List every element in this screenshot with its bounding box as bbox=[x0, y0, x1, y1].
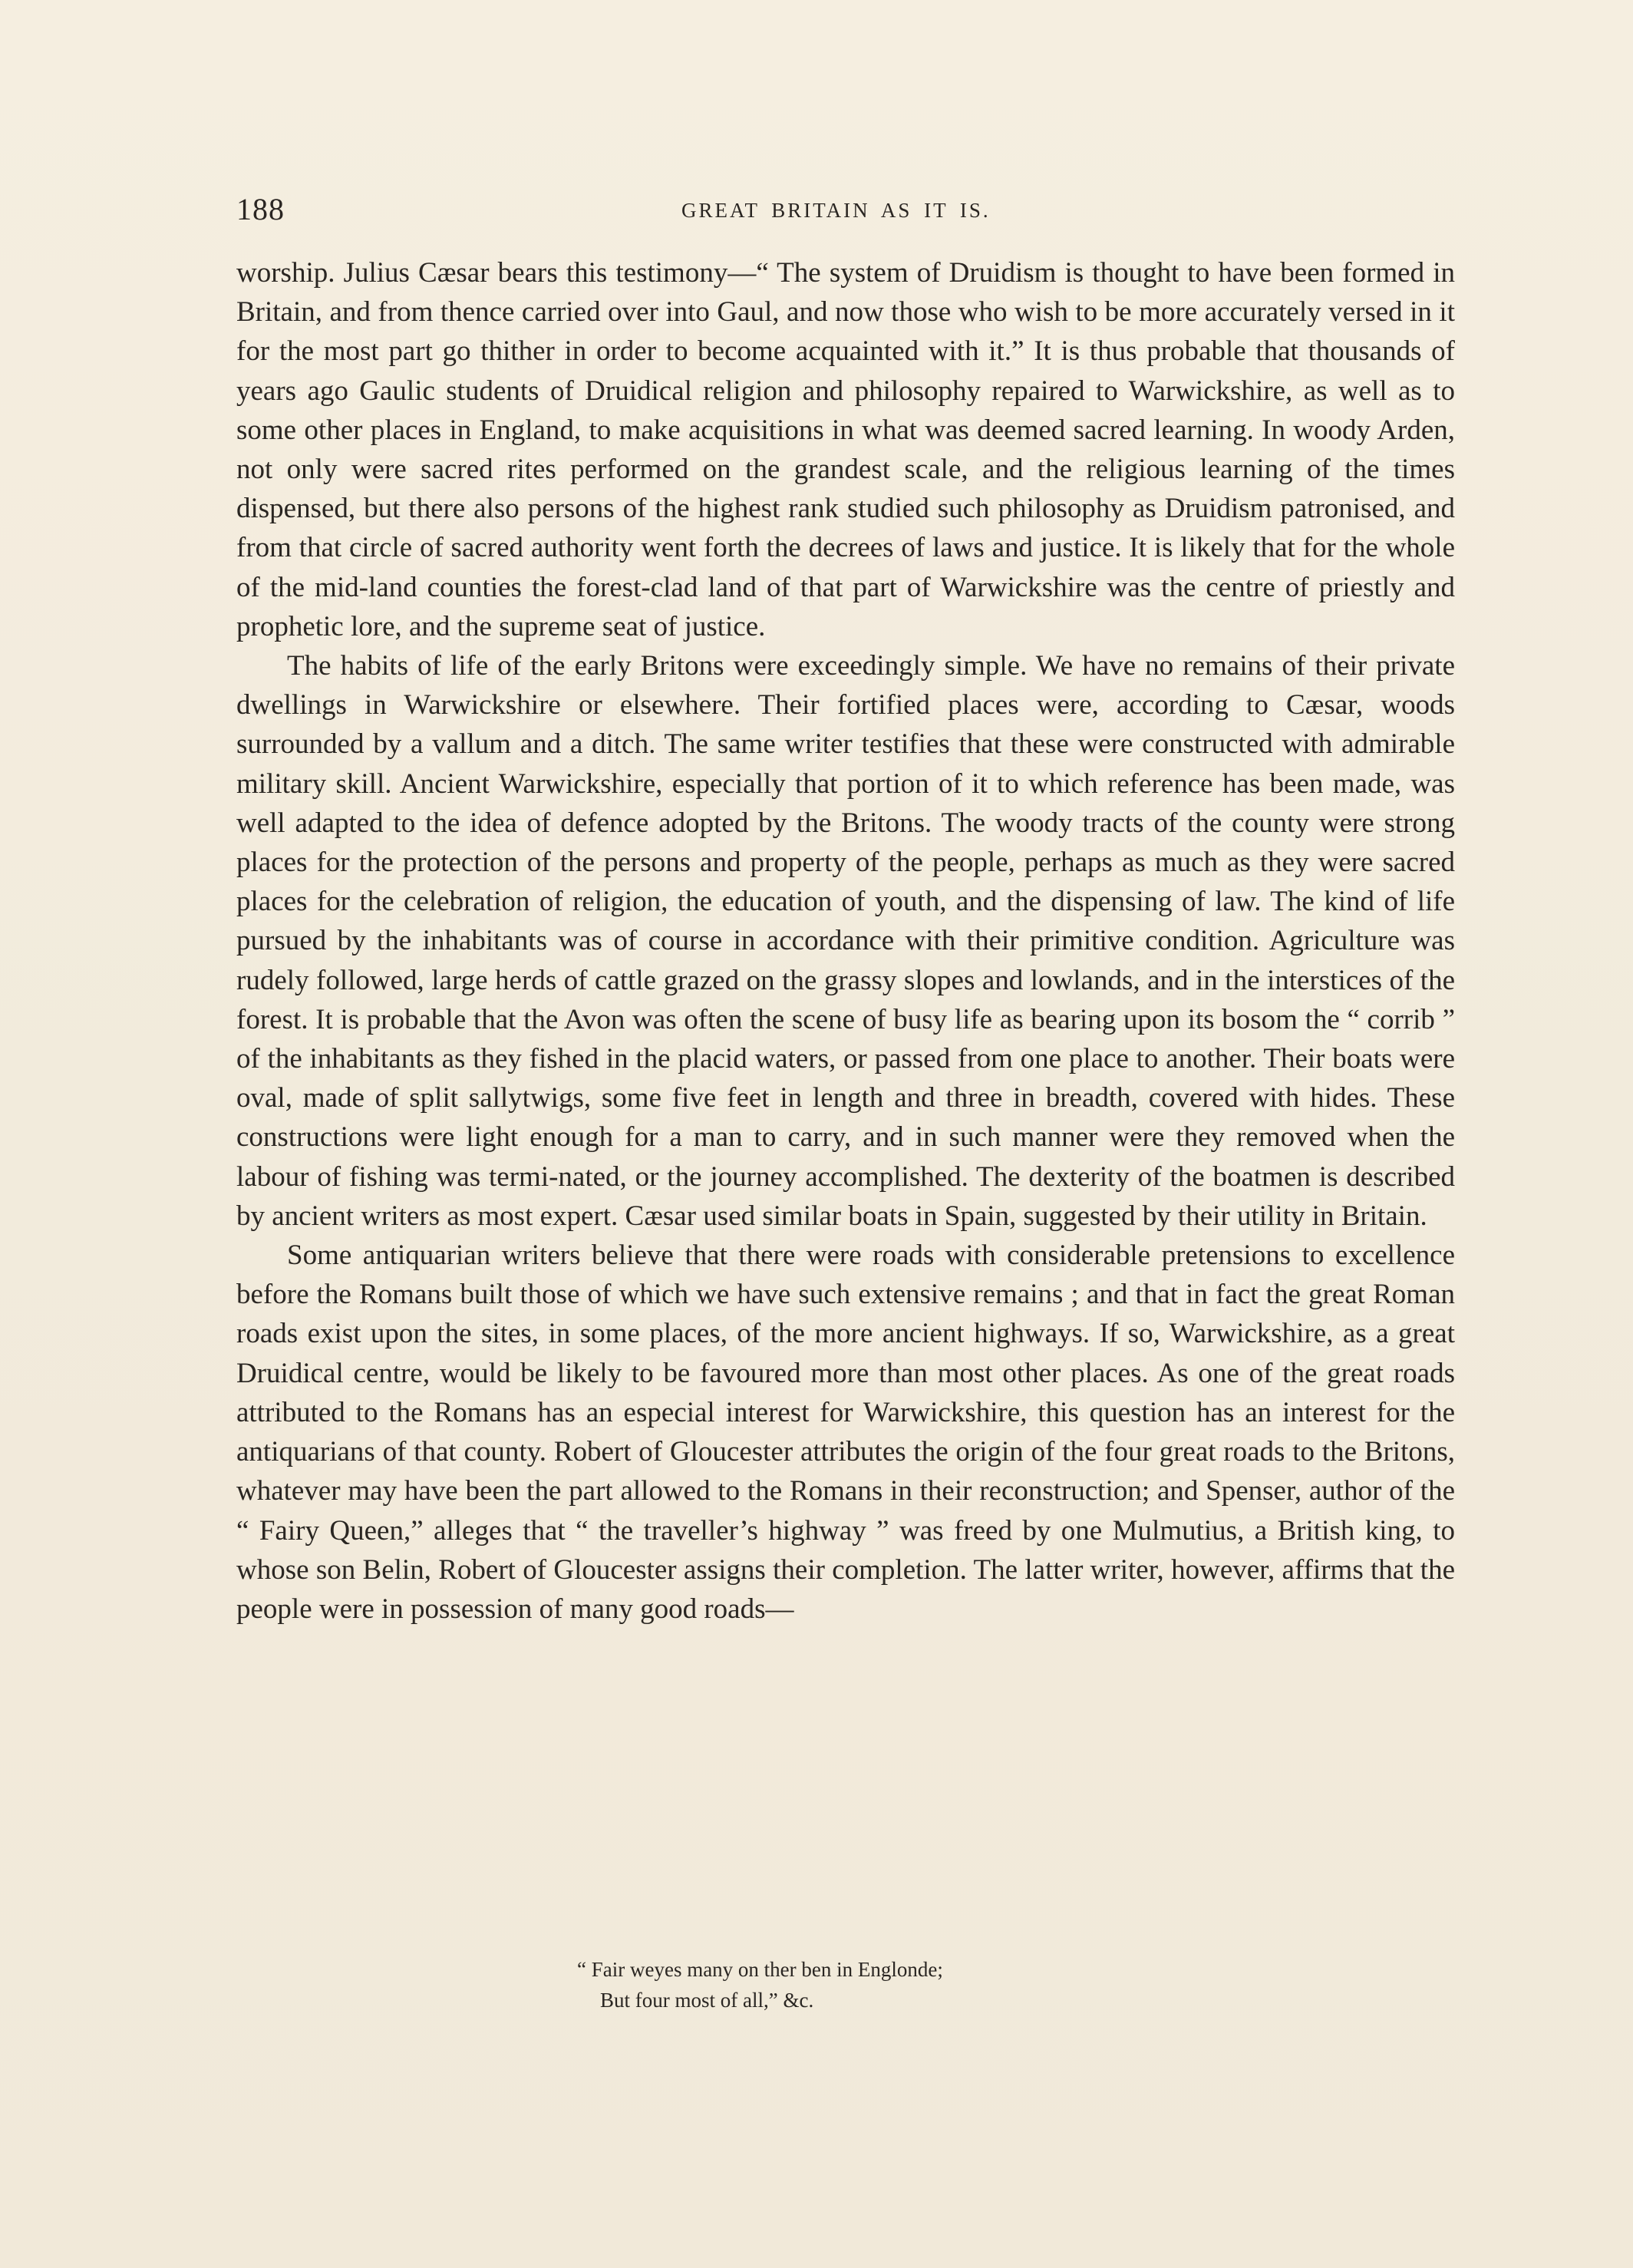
paragraph-habits-of-britons: The habits of life of the early Britons were exceedingly simple. We have no remains of their private dwellings in Warwickshire or elsewhere. Their fortified places were, according to Cæsar, woods surrounded by a vallum and a ditch. The same writer testifies that these were constructed with admirable military skill. Ancient Warwickshire, especially that portion of it to which reference has been made, was well adapted to the idea of defence adopted by the Britons. The woody tracts of the county were strong places for the protection of the persons and property of the people, perhaps as much as they were sacred places for the celebration of religion, the education of youth, and the dispensing of law. The kind of life pursued by the inhabitants was of course in accordance with their primitive condition. Agriculture was rudely followed, large herds of cattle grazed on the grassy slopes and lowlands, and in the interstices of the forest. It is probable that the Avon was often the scene of busy life as bearing upon its bosom the “ corrib ” of the inhabitants as they fished in the placid waters, or passed from one place to another. Their boats were oval, made of split sallytwigs, some five feet in length and three in breadth, covered with hides. These constructions were light enough for a man to carry, and in such manner were they removed when the labour of fishing was termi-nated, or the journey accomplished. The dexterity of the boatmen is described by ancient writers as most expert. Cæsar used similar boats in Spain, suggested by their utility in Britain. bbox=[236, 650, 1455, 1232]
verse-quotation bbox=[577, 1954, 1268, 2015]
verse-line: But four most of all,” &c. bbox=[600, 1989, 814, 2012]
paragraph-ancient-roads: Some antiquarian writers believe that there were roads with considerable pretensions to excellence before the Romans built those of which we have such extensive remains ; and that in fact the great Roman roads exist upon the sites, in some places, of the more ancient highways. If so, Warwickshire, as a great Druidical centre, would be likely to be favoured more than most other places. As one of the great roads attributed to the Romans has an especial interest for Warwickshire, this question has an interest for the antiquarians of that county. Robert of Gloucester attributes the origin of the four great roads to the Britons, whatever may have been the part allowed to the Romans in their reconstruction; and Spenser, author of the “ Fairy Queen,” alleges that “ the traveller’s highway ” was freed by one Mulmutius, a British king, to whose son Belin, Robert of Gloucester assigns their completion. The latter writer, however, affirms that the people were in possession of many good roads— bbox=[236, 1240, 1455, 1625]
verse-line: “ Fair weyes many on ther ben in Englonde; bbox=[577, 1958, 943, 1981]
running-title: GREAT BRITAIN AS IT IS. bbox=[681, 199, 991, 222]
running-head bbox=[236, 190, 1458, 229]
body-text bbox=[236, 253, 1455, 1629]
paragraph-druidism: worship. Julius Cæsar bears this testimony—“ The system of Druidism is thought to have been formed in Britain, and from thence carried over into Gaul, and now those who wish to be more accurately versed in it for the most part go thither in order to become acquainted with it.” It is thus probable that thousands of years ago Gaulic students of Druidical religion and philosophy repaired to Warwickshire, as well as to some other places in England, to make acquisitions in what was deemed sacred learning. In woody Arden, not only were sacred rites performed on the grandest scale, and the religious learning of the times dispensed, but there also persons of the highest rank studied such philosophy as Druidism patronised, and from that circle of sacred authority went forth the decrees of laws and justice. It is likely that for the whole of the mid-land counties the forest-clad land of that part of Warwickshire was the centre of priestly and prophetic lore, and the supreme seat of justice. bbox=[236, 257, 1455, 642]
page-number: 188 bbox=[236, 192, 285, 226]
